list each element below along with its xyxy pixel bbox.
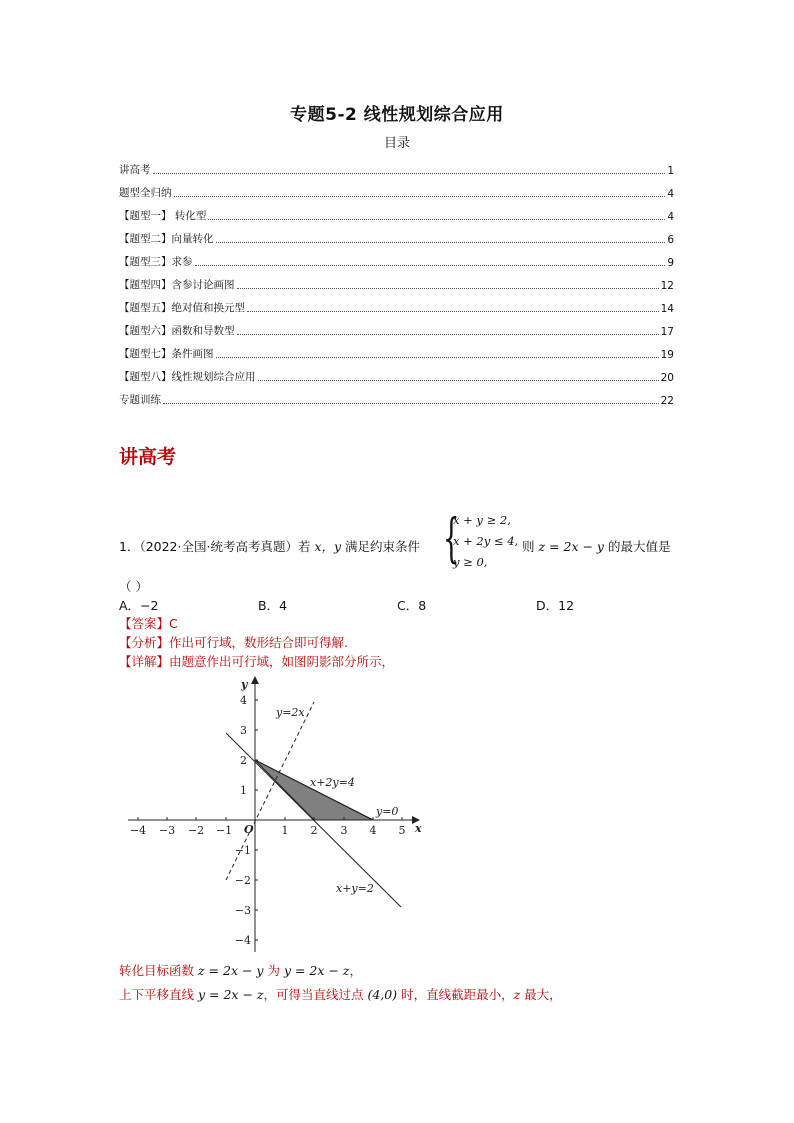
toc-label: 专题训练 [119, 394, 161, 406]
constraint-2: x + 2y ≤ 4, [453, 534, 519, 548]
toc-page: 19 [660, 349, 674, 361]
y-tick-label: −4 [234, 934, 251, 947]
toc-page: 9 [667, 257, 674, 269]
toc-page: 22 [660, 395, 674, 407]
question-vars: x，y [314, 539, 342, 554]
toc-label: 【题型四】含参讨论画图 [119, 279, 235, 291]
answer-blank: （ ） [119, 579, 148, 594]
toc-label: 【题型一】 转化型 [119, 210, 207, 222]
question-suffix-pre: 则 [522, 539, 539, 554]
label-x-plus-2y-4: x+2y=4 [310, 776, 355, 789]
x-tick-label: −4 [129, 824, 147, 837]
toc-row[interactable] [119, 223, 674, 246]
x-tick-label: −1 [215, 824, 233, 837]
constraint-1: x + y ≥ 2, [453, 513, 511, 527]
y-tick-label: −2 [234, 874, 251, 887]
toc-page: 17 [660, 326, 674, 338]
label-y-2x: y=2x [276, 706, 305, 719]
transform-f1: z = 2x − y [197, 963, 264, 978]
toc-label: 【题型二】向量转化 [119, 233, 214, 245]
toc-heading: 目录 [383, 136, 410, 151]
toc-leader [153, 173, 666, 174]
shift-pre: 上下平移直线 [119, 987, 198, 1002]
option-label: A． [119, 598, 141, 613]
y-tick-label: 1 [240, 784, 247, 797]
toc-label: 【题型八】线性规划综合应用 [119, 371, 256, 383]
answer-tag: 【答案】 [119, 616, 170, 631]
option-c[interactable] [397, 596, 426, 614]
toc-row[interactable] [119, 384, 674, 407]
shift-post: 时，直线截距最小， [397, 987, 514, 1002]
toc-row[interactable] [119, 315, 674, 338]
toc-row[interactable] [119, 177, 674, 200]
toc-label: 【题型七】条件画图 [119, 348, 214, 360]
option-a[interactable] [119, 596, 159, 614]
option-label: C． [397, 598, 419, 613]
transform-mid: 为 [263, 963, 284, 978]
analysis-tag: 【分析】 [119, 635, 170, 650]
feasible-region-graph [118, 670, 438, 960]
toc-row[interactable] [119, 269, 674, 292]
toc-leader [163, 403, 659, 404]
toc-label: 讲高考 [119, 164, 151, 176]
option-d[interactable] [536, 596, 574, 614]
section-heading: 讲高考 [119, 446, 177, 468]
toc-page: 4 [667, 211, 674, 223]
transform-f2: y = 2x − z [283, 963, 350, 978]
toc-page: 1 [667, 165, 674, 177]
option-value: 12 [558, 598, 575, 613]
toc-leader [216, 242, 666, 243]
x-tick-label: 5 [398, 824, 406, 837]
toc-row[interactable] [119, 292, 674, 315]
x-tick-label: −2 [187, 824, 205, 837]
detail-line [119, 652, 394, 670]
toc-row[interactable] [119, 338, 674, 361]
shift-line [119, 985, 562, 1003]
transform-pre: 转化目标函数 [119, 963, 198, 978]
toc-row[interactable] [119, 200, 674, 223]
toc-page: 20 [660, 372, 674, 384]
option-label: D． [536, 598, 559, 613]
toc-page: 4 [667, 188, 674, 200]
toc-page: 6 [667, 234, 674, 246]
toc-label: 【题型六】函数和导数型 [119, 325, 235, 337]
toc-label: 【题型三】求参 [119, 256, 193, 268]
analysis-line [119, 633, 348, 651]
x-tick-label: −3 [158, 824, 176, 837]
toc-leader [237, 288, 659, 289]
x-tick-label: 2 [310, 824, 318, 837]
option-label: B． [258, 598, 280, 613]
origin-label: O [244, 823, 254, 836]
toc-page: 12 [660, 280, 674, 292]
toc-leader [208, 219, 665, 220]
option-value: −2 [140, 598, 159, 613]
page-title: 专题5-2 线性规划综合应用 [290, 105, 504, 125]
option-value: 4 [279, 598, 288, 613]
x-axis-label: x [415, 822, 422, 835]
x-tick-label: 1 [281, 824, 289, 837]
transform-line [119, 961, 362, 979]
toc-label: 题型全归纳 [119, 187, 172, 199]
constraint-system [443, 510, 533, 574]
x-tick-label: 3 [340, 824, 348, 837]
table-of-contents [119, 154, 674, 407]
y-tick-label: −3 [234, 904, 251, 917]
detail-text: 由题意作出可行域，如图阴影部分所示， [169, 654, 395, 669]
toc-label: 【题型五】绝对值和换元型 [119, 302, 245, 314]
toc-leader [237, 334, 659, 335]
shift-end: 最大， [520, 987, 562, 1002]
answer-line [119, 614, 178, 632]
shift-zvar: z [513, 987, 521, 1002]
toc-leader [247, 311, 659, 312]
shift-f1: y = 2x − z [197, 987, 264, 1002]
toc-leader [216, 357, 659, 358]
toc-row[interactable] [119, 246, 674, 269]
y-tick-label: 3 [240, 724, 247, 737]
toc-leader [174, 196, 666, 197]
y-tick-label: 4 [240, 694, 247, 707]
question-prefix: 1．（2022·全国·统考高考真题）若 [119, 539, 315, 554]
question-tail [522, 537, 670, 555]
toc-leader [258, 380, 659, 381]
y-tick-label: −1 [234, 844, 251, 857]
transform-post: ， [349, 963, 362, 978]
shift-point: (4,0) [367, 987, 398, 1002]
shift-mid: ，可得当直线过点 [263, 987, 368, 1002]
label-y-0: y=0 [376, 805, 399, 818]
question-suffix-post: 的最大值是 [603, 539, 671, 554]
constraint-3: y ≥ 0, [453, 555, 488, 569]
question-stem [119, 537, 420, 555]
toc-page: 14 [660, 303, 674, 315]
toc-row[interactable] [119, 154, 674, 177]
label-x-plus-y-2: x+y=2 [336, 882, 374, 895]
toc-leader [195, 265, 666, 266]
question-objective: z = 2x − y [538, 539, 604, 554]
brace-glyph: { [443, 509, 460, 569]
toc-row[interactable] [119, 361, 674, 384]
detail-tag: 【详解】 [119, 654, 170, 669]
x-tick-label: 4 [369, 824, 377, 837]
question-mid: 满足约束条件 [341, 539, 421, 554]
analysis-text: 作出可行域，数形结合即可得解. [169, 635, 348, 650]
option-value: 8 [418, 598, 427, 613]
y-axis-label: y [241, 678, 248, 691]
option-b[interactable] [258, 596, 287, 614]
y-tick-label: 2 [240, 754, 247, 767]
answer-text: C [169, 616, 178, 631]
